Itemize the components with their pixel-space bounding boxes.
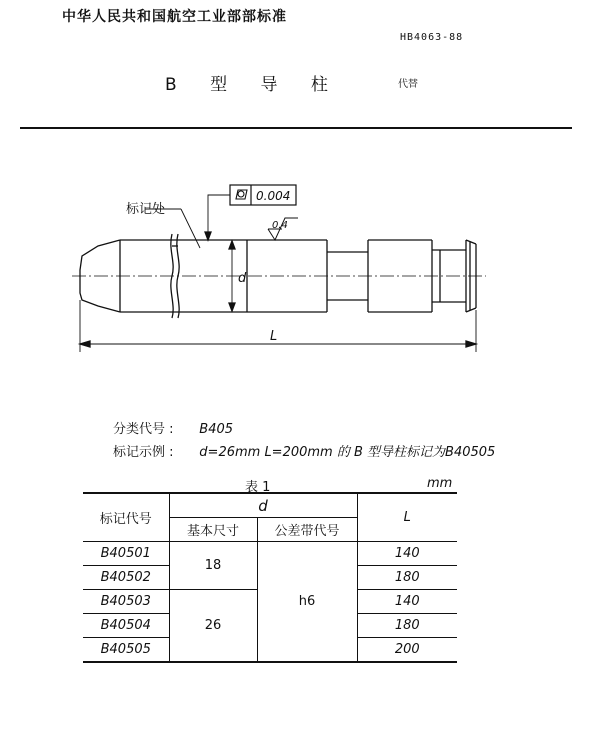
mark-location-label: 标记处	[126, 202, 166, 217]
diameter-label: d	[238, 271, 247, 286]
header-basic-size: 基本尺寸	[169, 518, 257, 542]
page-title: B 型 导 柱	[165, 75, 342, 95]
guide-pillar-drawing	[0, 170, 600, 370]
tolerance-value: 0.004	[256, 189, 291, 203]
row-code: B40503	[83, 590, 169, 614]
row-L: 180	[357, 566, 457, 590]
row-code: B40505	[83, 638, 169, 663]
row-basic-size: 26	[169, 590, 257, 663]
row-code: B40501	[83, 542, 169, 566]
row-L: 140	[357, 542, 457, 566]
table-row	[83, 542, 457, 566]
row-code: B40504	[83, 614, 169, 638]
standard-code: HB4063-88	[400, 32, 464, 43]
row-basic-size: 18	[169, 542, 257, 590]
header-tolerance: 公差带代号	[257, 518, 357, 542]
example-label: 标记示例	[113, 445, 166, 460]
row-L: 200	[357, 638, 457, 663]
roughness-value: 0.4	[272, 220, 288, 231]
row-code: B40502	[83, 566, 169, 590]
row-L: 140	[357, 590, 457, 614]
header-d: d	[169, 493, 357, 518]
classification-line: 分类代号 : B405	[113, 422, 234, 437]
example-text: d=26mm L=200mm 的 B 型导柱标记为B40505	[199, 445, 496, 460]
replaces-label: 代替	[398, 79, 418, 90]
header-L: L	[357, 493, 457, 542]
header-divider	[20, 127, 572, 129]
row-tolerance: h6	[257, 542, 357, 663]
example-line: 标记示例 : d=26mm L=200mm 的 B 型导柱标记为B40505	[113, 445, 496, 460]
table-title: 表 1	[245, 480, 271, 495]
standard-organization: 中华人民共和国航空工业部部标准	[62, 9, 287, 25]
row-L: 180	[357, 614, 457, 638]
classification-label: 分类代号	[113, 422, 166, 437]
cylindricity-icon	[236, 190, 247, 199]
table-unit: mm	[427, 476, 453, 491]
length-label: L	[270, 329, 278, 344]
header-code: 标记代号	[83, 493, 169, 542]
classification-code: B405	[199, 422, 234, 437]
specification-table	[83, 492, 457, 663]
